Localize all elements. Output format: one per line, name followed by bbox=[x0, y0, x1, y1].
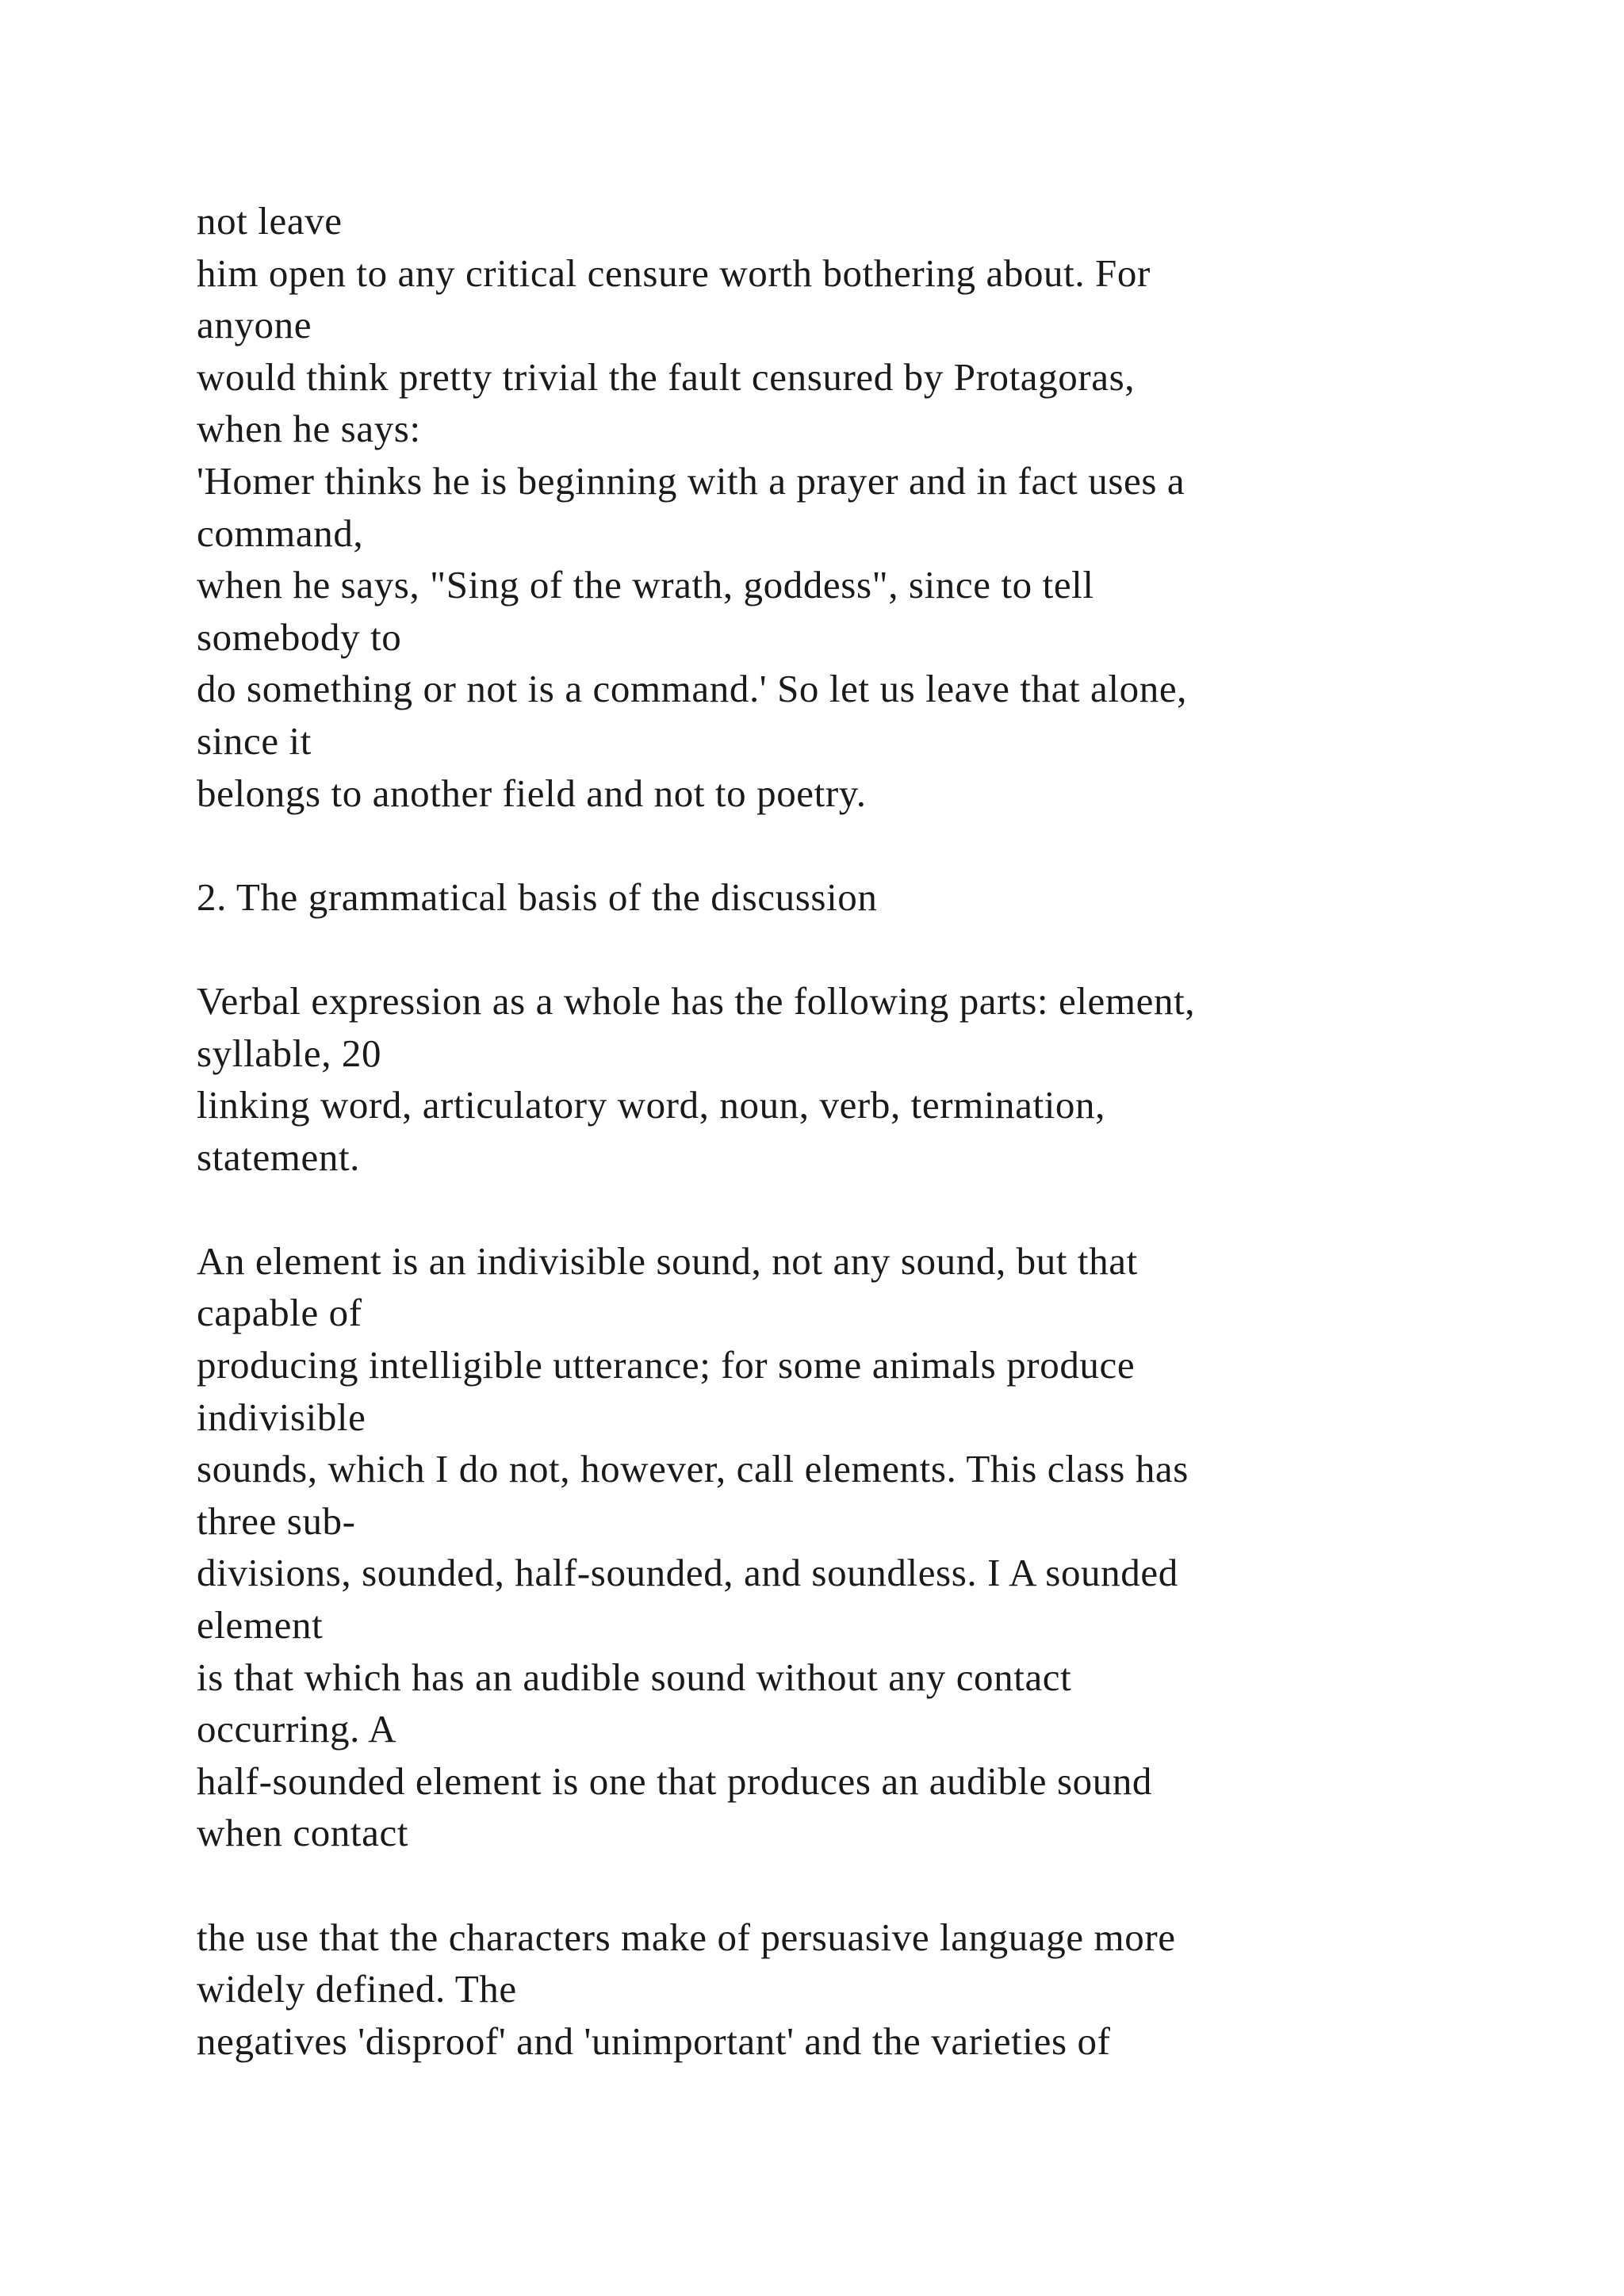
text-line: when he says, "Sing of the wrath, goddess", since to tell bbox=[197, 563, 1094, 607]
text-line: statement. bbox=[197, 1135, 361, 1179]
text-line: indivisible bbox=[197, 1395, 366, 1439]
text-line: somebody to bbox=[197, 614, 402, 659]
text-line: Verbal expression as a whole has the following parts: element, bbox=[197, 978, 1196, 1023]
text-line: producing intelligible utterance; for some animals produce bbox=[197, 1343, 1136, 1387]
blank-line bbox=[197, 923, 1545, 975]
text-line: belongs to another field and not to poetry. bbox=[197, 771, 867, 815]
text-line: widely defined. The bbox=[197, 1967, 517, 2011]
text-line: would think pretty trivial the fault censured by Protagoras, bbox=[197, 354, 1136, 399]
text-line: sounds, which I do not, however, call elements. This class has bbox=[197, 1447, 1189, 1491]
text-line: when contact bbox=[197, 1811, 409, 1855]
text-line: is that which has an audible sound without any contact bbox=[197, 1655, 1072, 1699]
text-line: linking word, articulatory word, noun, verb, termination, bbox=[197, 1083, 1105, 1127]
text-line: half-sounded element is one that produces an audible sound bbox=[197, 1758, 1153, 1803]
document-body bbox=[197, 195, 1545, 2067]
blank-line bbox=[197, 1183, 1545, 1235]
text-line: occurring. A bbox=[197, 1707, 397, 1751]
text-line: do something or not is a command.' So let us leave that alone, bbox=[197, 667, 1188, 711]
blank-line bbox=[197, 819, 1545, 871]
text-line: command, bbox=[197, 511, 364, 555]
text-line: An element is an indivisible sound, not any sound, but that bbox=[197, 1238, 1138, 1283]
text-line: divisions, sounded, half-sounded, and soundless. I A sounded bbox=[197, 1551, 1178, 1595]
text-line: when he says: bbox=[197, 407, 421, 451]
text-line: not leave bbox=[197, 199, 343, 243]
blank-line bbox=[197, 1859, 1545, 1911]
text-line: capable of bbox=[197, 1291, 362, 1335]
text-line: him open to any critical censure worth bothering about. For bbox=[197, 251, 1151, 295]
text-line: negatives 'disproof' and 'unimportant' and the varieties of bbox=[197, 2019, 1111, 2063]
text-line: syllable, 20 bbox=[197, 1031, 382, 1075]
text-line: element bbox=[197, 1603, 324, 1647]
text-line: anyone bbox=[197, 303, 312, 347]
text-line: since it bbox=[197, 718, 312, 763]
text-line: the use that the characters make of persuasive language more bbox=[197, 1915, 1176, 1959]
text-line: three sub- bbox=[197, 1498, 356, 1543]
text-line: 'Homer thinks he is beginning with a prayer and in fact uses a bbox=[197, 458, 1185, 503]
section-heading: 2. The grammatical basis of the discussion bbox=[197, 874, 878, 919]
